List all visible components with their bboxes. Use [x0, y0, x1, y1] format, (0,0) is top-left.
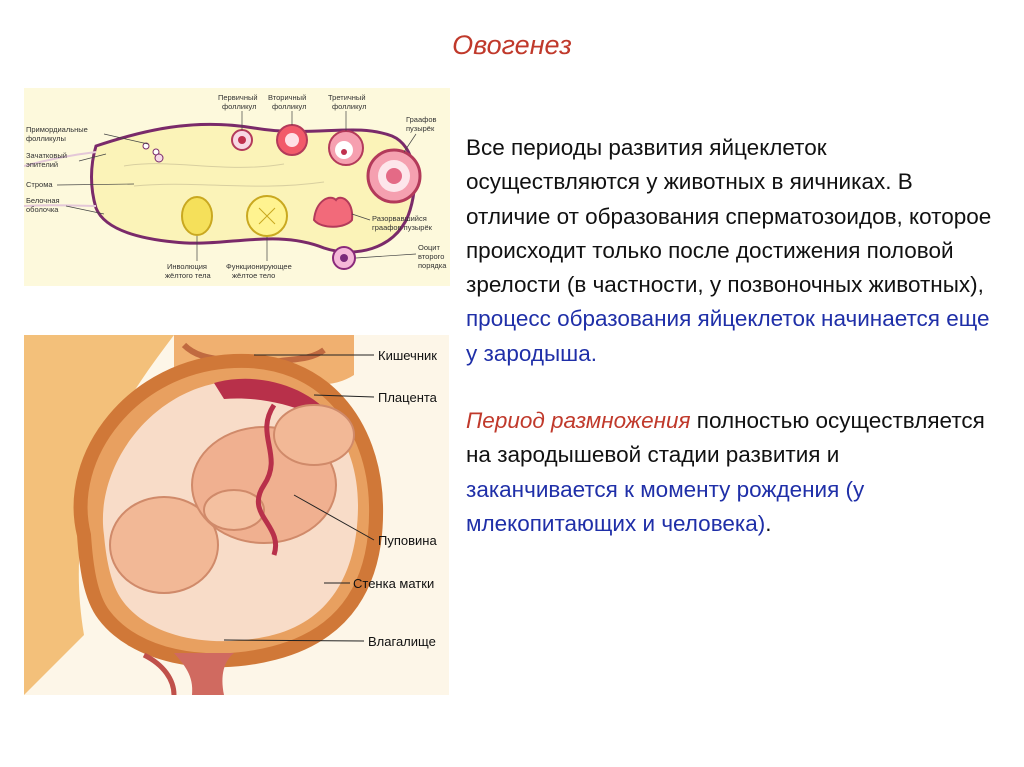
label-oocyte: Ооцит — [418, 243, 440, 252]
corpus-albicans — [182, 197, 212, 235]
label-graafian: Граафов — [406, 115, 437, 124]
svg-text:жёлтое тело: жёлтое тело — [232, 271, 276, 280]
label-germinal: Зачатковый — [26, 151, 67, 160]
svg-text:второго: второго — [418, 252, 445, 261]
svg-text:фолликул: фолликул — [222, 102, 257, 111]
ovary-outline — [92, 124, 415, 252]
svg-text:фолликул: фолликул — [272, 102, 307, 111]
uterus-diagram — [24, 335, 449, 695]
paragraph-2-term: Период размножения — [466, 408, 691, 434]
svg-text:жёлтого тела: жёлтого тела — [165, 271, 211, 280]
label-functioning: Функционирующее — [226, 262, 292, 271]
svg-text:оболочка: оболочка — [26, 205, 59, 214]
label-ruptured: Разорвавшийся — [372, 214, 427, 223]
paragraph-2-plain: полностью осуществляется на зародышевой стадии развития и — [466, 408, 985, 468]
label-tunica: Белочная — [26, 196, 60, 205]
fetus-arm — [204, 490, 264, 530]
text-block — [466, 131, 996, 541]
label-placenta: Плацента — [378, 390, 437, 405]
paragraph-1 — [466, 131, 996, 371]
label-vagina: Влагалище — [368, 634, 436, 649]
paragraph-1-highlight: процесс образования яйцеклеток начинается еще у зародыша. — [466, 306, 990, 366]
svg-text:эпителий: эпителий — [26, 160, 59, 169]
label-secondary: Вторичный — [268, 93, 307, 102]
svg-text:граафов пузырёк: граафов пузырёк — [372, 223, 432, 232]
label-tertiary: Третичный — [328, 93, 366, 102]
primordial-follicle — [155, 154, 163, 162]
paragraph-2-highlight: заканчивается к моменту рождения (у млекопитающих и человека) — [466, 476, 865, 536]
label-intestine: Кишечник — [378, 348, 437, 363]
svg-text:фолликулы: фолликулы — [26, 134, 66, 143]
label-cord: Пуповина — [378, 533, 437, 548]
label-primary: Первичный — [218, 93, 258, 102]
fetus-leg — [274, 405, 354, 465]
label-wall: Стенка матки — [353, 576, 435, 591]
label-involution: Инволюция — [167, 262, 207, 271]
svg-text:пузырёк: пузырёк — [406, 124, 435, 133]
paragraph-1-plain: Все периоды развития яйцеклеток осуществляются у животных в яичниках. В отличие от образования сперматозоидов, которое происходит только после достижения половой зрелости (в частности, у позвоночных животных), — [466, 135, 992, 298]
ovary-diagram — [24, 88, 450, 286]
label-primordial: Примордиальные — [26, 125, 88, 134]
svg-text:фолликул: фолликул — [332, 102, 367, 111]
paragraph-2-end: . — [765, 510, 772, 536]
label-stroma: Строма — [26, 180, 53, 189]
svg-text:порядка: порядка — [418, 261, 447, 270]
paragraph-2 — [466, 404, 996, 541]
slide-title: Овогенез — [452, 30, 572, 60]
